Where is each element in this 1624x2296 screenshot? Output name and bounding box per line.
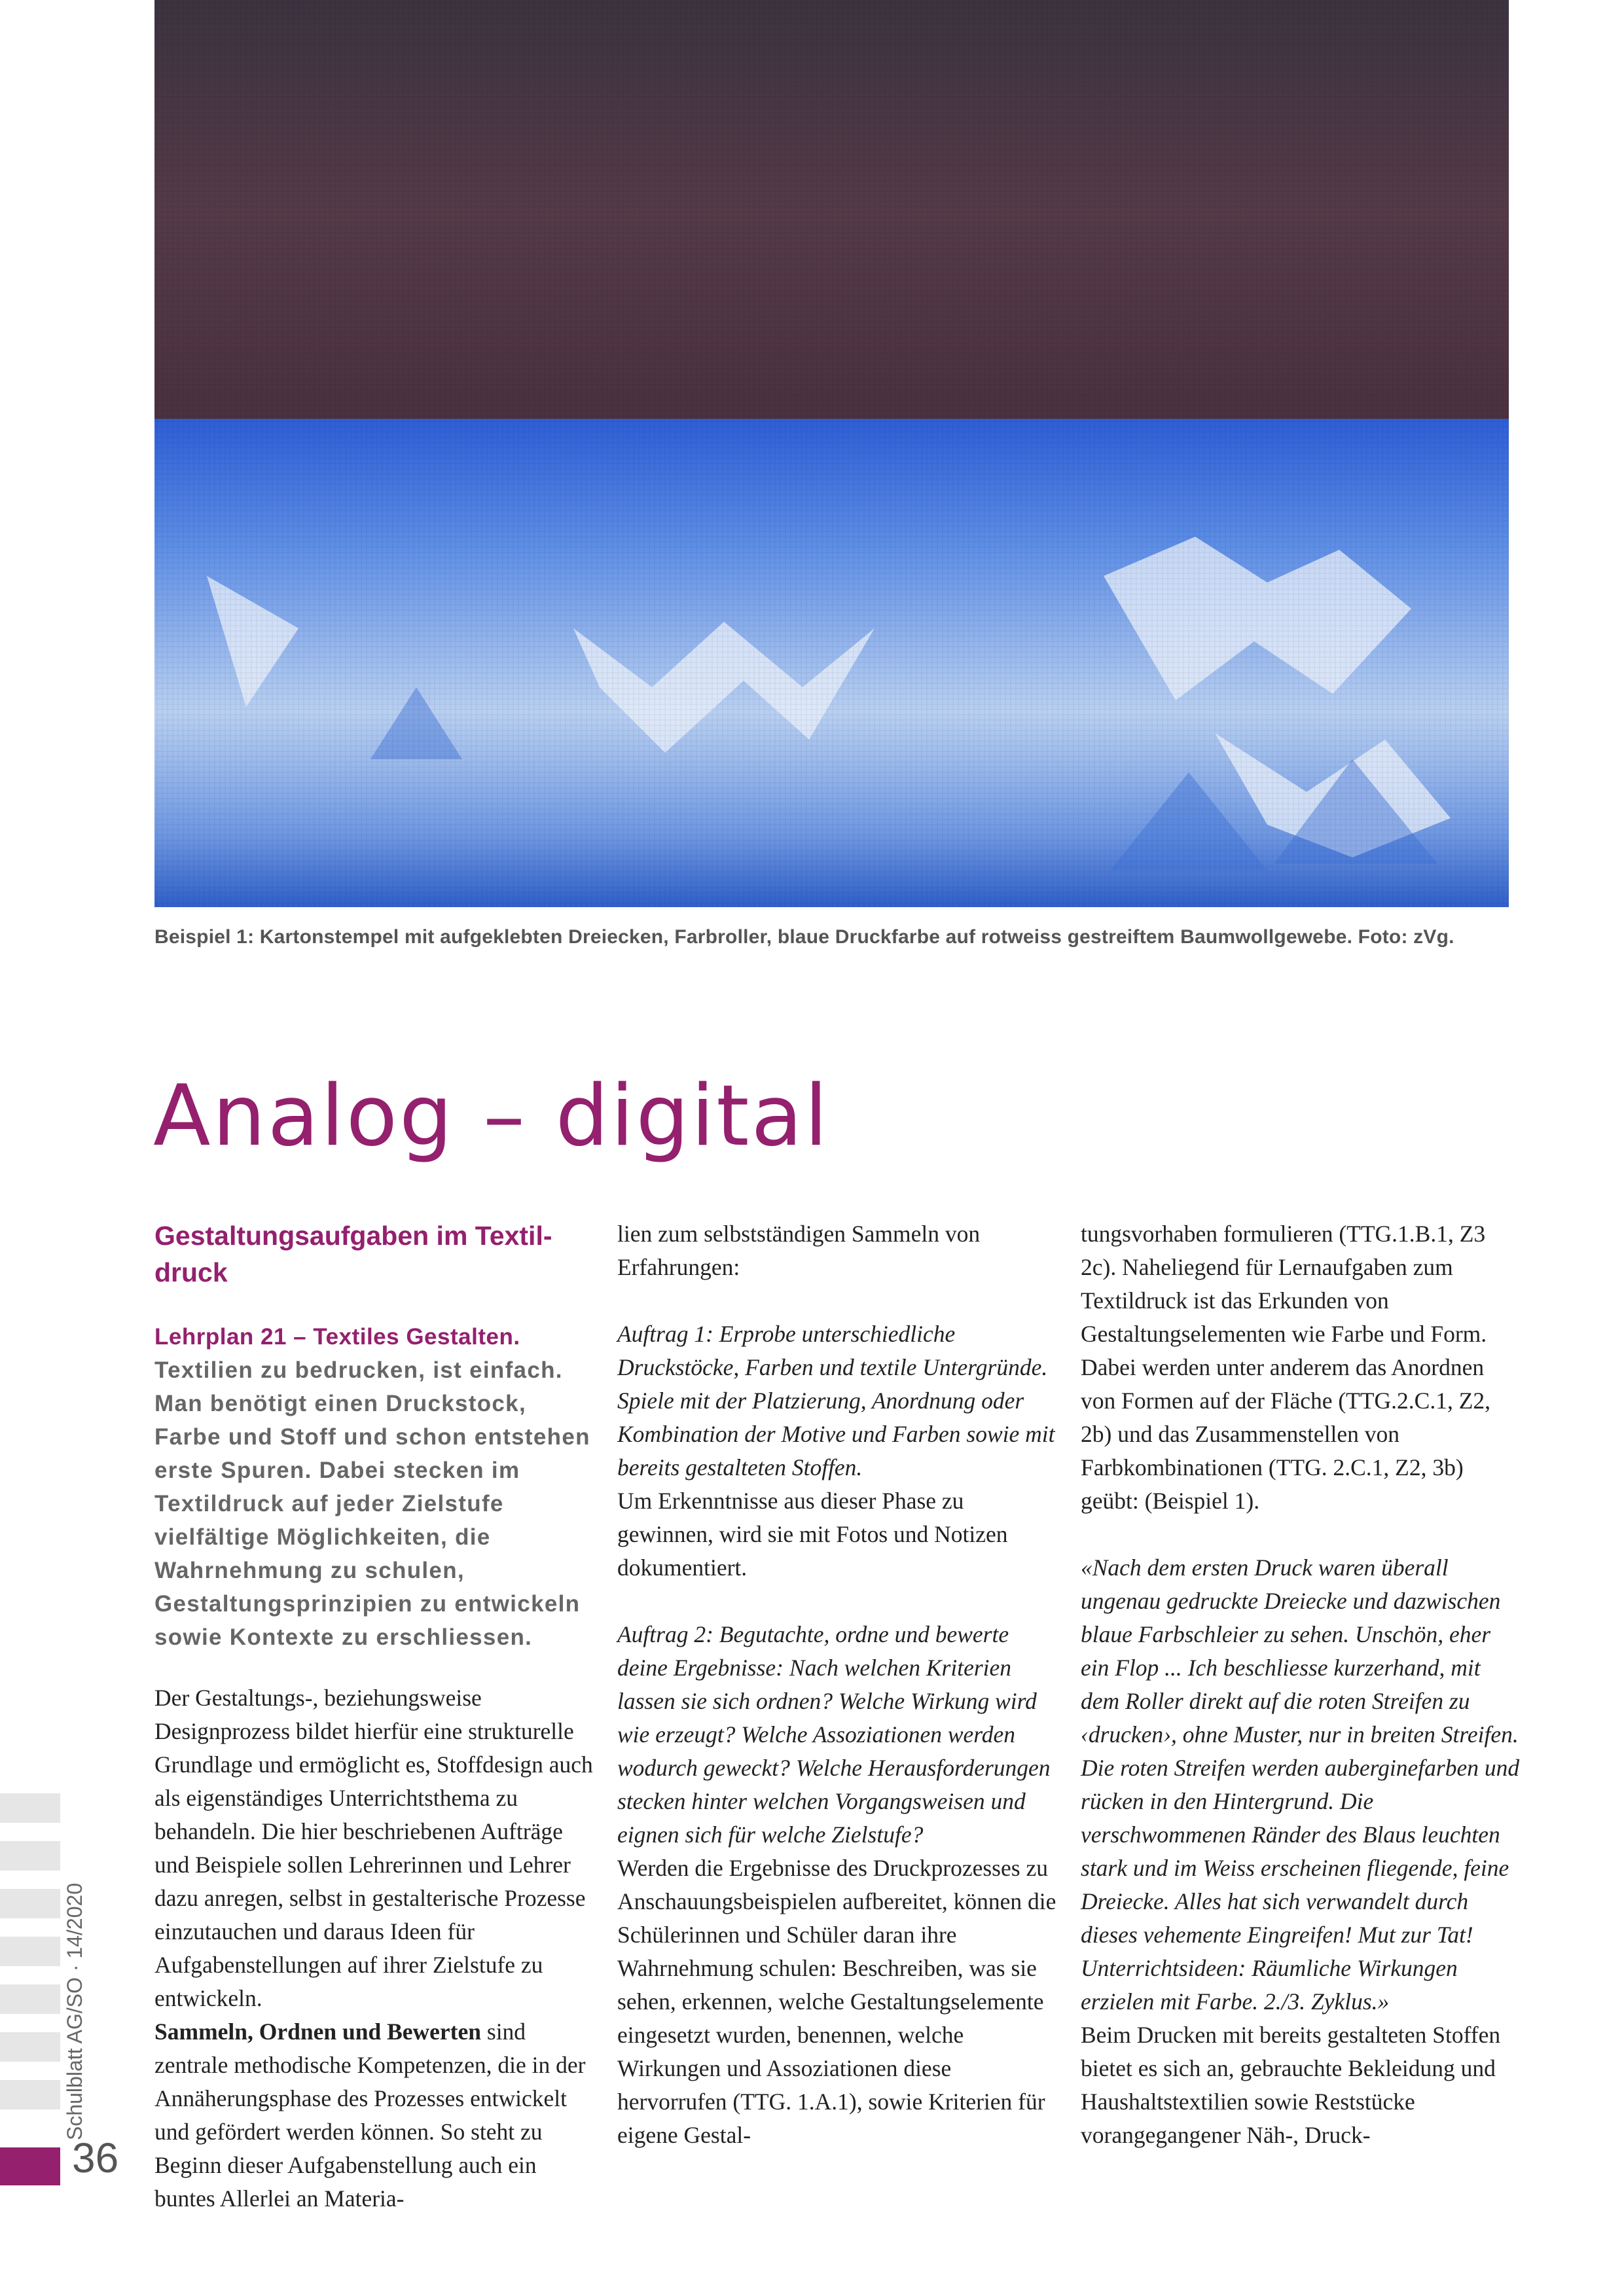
margin-bar bbox=[0, 1793, 60, 1823]
paragraph: tungsvorhaben formulieren (TTG.1.B.1, Z3 2c). Naheliegend für Lernaufgaben zum Textildruck ist das Erkunden von Gestaltungselementen wie Farbe und Form. Dabei werden unter anderem das Anordnen von Formen auf der Fläche (TTG.2.C.1, Z2, 2b) und das Zusammenstellen von Farbkombinationen (TTG. 2.C.1, Z2, 3b) geübt: (Beispiel 1). bbox=[1081, 1221, 1491, 1514]
bold-phrase: Sammeln, Ordnen und Bewerten bbox=[154, 2018, 481, 2045]
column-1 bbox=[154, 1217, 596, 2215]
section-subheading: Gestaltungsaufgaben im Textil-druck bbox=[154, 1221, 552, 1287]
paragraph: Um Erkenntnisse aus dieser Phase zu gewinnen, wird sie mit Fotos und Notizen dokumentiert. bbox=[617, 1488, 1008, 1581]
margin-bar bbox=[0, 1984, 60, 2014]
assignment-2: Auftrag 2: Begutachte, ordne und bewerte deine Ergebnisse: Nach welchen Kriterien lassen sie sich ordnen? Welche Wirkung wird wie erzeugt? Welche Assoziationen werden wodurch geweckt? Welche Herausforderungen stecken hinter welchen Vorgangsweisen und eignen sich für welche Zielstufe? bbox=[617, 1621, 1051, 1848]
page-marker bbox=[0, 2147, 60, 2185]
photo-caption: Beispiel 1: Kartonstempel mit aufgeklebten Dreiecken, Farbroller, blaue Druckfarbe auf rotweiss gestreiftem Baumwollgewebe. Foto: zVg. bbox=[154, 926, 1454, 948]
paragraph: Der Gestaltungs-, beziehungsweise Designprozess bildet hierfür eine strukturelle Grundlage und ermöglicht es, Stoffdesign auch als eigenständiges Unterrichtsthema zu behandeln. Die hier beschriebenen Aufträge und Beispiele sollen Lehrerinnen und Lehrer dazu anregen, selbst in gestalterische Prozesse einzutauchen und daraus Ideen für Aufgabenstellungen auf ihrer Zielstufe zu entwickeln. bbox=[154, 1685, 593, 2011]
lead-text: Textilien zu bedrucken, ist einfach. Man benötigt einen Druckstock, Farbe und Stoff und schon entstehen erste Spuren. Dabei stecken im Textildruck auf jeder Zielstufe vielfältige Möglichkeiten, die Wahrnehmung zu schulen, Gestaltungsprinzipien zu entwickeln sowie Kontexte zu erschliessen. bbox=[154, 1357, 590, 1650]
column-3 bbox=[1081, 1217, 1523, 2152]
paragraph: Werden die Ergebnisse des Druckprozesses zu Anschauungsbeispielen aufbereitet, können die Schülerinnen und Schüler daran ihre Wahrnehmung schulen: Beschreiben, was sie sehen, erkennen, welche Gestaltungselemente eingesetzt wurden, benennen, welche Wirkungen und Assoziationen diese hervorrufen (TTG. 1.A.1), sowie Kriterien für eigene Gestal- bbox=[617, 1855, 1056, 2148]
margin-bar bbox=[0, 1889, 60, 1918]
paragraph: Beim Drucken mit bereits gestalteten Stoffen bietet es sich an, gebrauchte Bekleidung und Haushaltstextilien sowie Reststücke vorangegangener Näh-, Druck- bbox=[1081, 2022, 1501, 2148]
column-2 bbox=[617, 1217, 1059, 2152]
page-number: 36 bbox=[72, 2134, 119, 2181]
margin-bar bbox=[0, 1937, 60, 1966]
body-text bbox=[154, 1681, 596, 2215]
lead-paragraph bbox=[154, 1320, 596, 1654]
margin-bar bbox=[0, 2032, 60, 2062]
margin-bar bbox=[0, 1841, 60, 1871]
publication-label: Schulblatt AG/SO · 14/2020 bbox=[63, 1882, 86, 2140]
fabric-print-photo bbox=[154, 0, 1509, 907]
page-title: Analog – digital bbox=[153, 1067, 830, 1165]
paragraph-text: sind zentrale methodische Kompetenzen, die in der Annäherungsphase des Prozesses entwickelt und gefördert werden können. So steht zu Beginn dieser Aufgabenstellung auch ein buntes Allerlei an Materia- bbox=[154, 2018, 586, 2212]
margin-bar bbox=[0, 2080, 60, 2109]
assignment-1: Auftrag 1: Erprobe unterschiedliche Druckstöcke, Farben und textile Untergründe. Spiele mit der Platzierung, Anordnung oder Kombination der Motive und Farben sowie mit bereits gestalteten Stoffen. bbox=[617, 1321, 1055, 1480]
quote: «Nach dem ersten Druck waren überall ungenau gedruckte Dreiecke und dazwischen blaue Farbschleier zu sehen. Unschön, eher ein Flop ... Ich beschliesse kurzerhand, mit dem Roller direkt auf die roten Streifen zu ‹drucken›, ohne Muster, nur in breiten Streifen. Die roten Streifen werden auberginefarben und rücken in den Hintergrund. Die verschwommenen Ränder des Blaus leuchten stark und im Weiss erscheinen fliegende, feine Dreiecke. Alles hat sich verwandelt durch dieses vehemente Eingreifen! Mut zur Tat! Unterrichtsideen: Räumliche Wirkungen erzielen mit Farbe. 2./3. Zyklus.» bbox=[1081, 1554, 1520, 2015]
lead-label: Lehrplan 21 – Textiles Gestalten. bbox=[154, 1324, 520, 1350]
paragraph bbox=[154, 2015, 596, 2215]
paragraph: lien zum selbstständigen Sammeln von Erfahrungen: bbox=[617, 1221, 981, 1280]
